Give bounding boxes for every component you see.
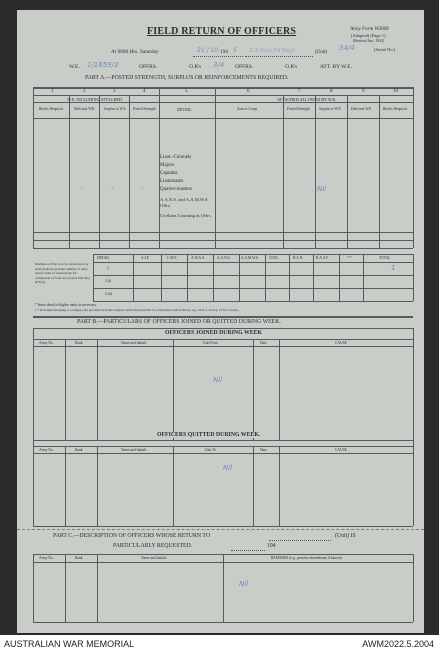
detail-header: DETAIL [177,107,192,112]
part-c-col-rank: Rank [75,556,83,560]
col-surplus-to-we: Surplus to W.E. [104,107,127,111]
joined-nil: Nil [213,376,223,384]
col-surplus-att: Surplus to W.E. [319,107,342,111]
joined-col-rank: Rank [75,341,83,345]
quitted-col-army-no: Army No. [39,448,54,452]
part-c-title-1: PART C.—DESCRIPTION OF OFFICERS WHOSE RETURN TO [53,533,211,539]
ors2-label: O.R's [285,64,298,70]
time-prefix: At 0600 Hrs. Saturday [111,49,159,55]
part-a-dash-3: - [141,184,144,192]
joined-col-army-no: Army No. [39,341,54,345]
col-number-4: 4 [143,89,146,94]
summary-raaf: R.A.A.F. [316,256,329,260]
summary-row-2i: 2.(i) [105,279,112,283]
part-c-col-name: Name and Initials [141,556,167,560]
col-number-8: 8 [330,89,333,94]
summary-total-handwritten: 1 [391,264,396,272]
year-handwritten: 5 [233,47,237,54]
summary-cmf: C.M.F. [167,256,177,260]
part-a-dash-2: - [111,184,114,192]
ors-label: O.R's [189,64,202,70]
part-a-dash-1: - [81,184,84,192]
col-deficient-att: Deficient W.E. [351,107,373,111]
quitted-title: OFFICERS QUITTED DURING WEEK. [157,432,261,438]
col-number-3: 3 [113,89,116,94]
footnote-1: * Insert detail of higher ranks as necessary. [35,303,97,307]
we-label: W.E. [69,64,80,70]
footer-bar [0,635,439,653]
col-number-9: 9 [362,89,365,94]
rank-civilians: Civilians Counting as Offrs. [160,213,212,218]
summary-row-1: 1. [107,266,110,270]
part-c-col-army-no: Army No. [39,556,54,560]
part-b-title: PART B.—PARTICULARS OF OFFICERS JOINED OR QUITTED DURING WEEK. [77,319,281,325]
col-posted-strength-att: Posted Strength [287,107,310,111]
summary-aamws: A.A.M.W.S. [241,256,259,260]
summary-note: Numbers of Part A to be shown here by Arm (indicated) under number of Arm; where totals of instructions for completion of form see reverse Part E(i) & E(ii). [35,262,90,285]
summary-detail: DETAIL [97,256,110,260]
quitted-col-date: Date [260,448,267,452]
rank-majors: Majors [160,163,175,168]
summary-ran: R.A.N. [293,256,304,260]
summary-civil: CIVIL [269,256,279,260]
col-number-6: 6 [247,89,250,94]
rank-quartermasters: Quarter-masters [160,187,193,192]
attached-allowed: ATTACHED ALLOWED BY W.E. [277,97,337,102]
serial-handwritten: 34/4 [339,44,355,52]
form-title: FIELD RETURN OF OFFICERS [147,26,297,37]
footnote-2: † * Personnel belonging to a category not provided for in the analysis will be shown in this Col. Particulars will be shown, e.g., 26 U.S. Forces; 14 N.Z. Forces. [35,308,239,312]
quitted-col-rank: Rank [75,448,83,452]
ors-handwritten: 3/4 [213,61,225,69]
we-handwritten: 1/1659/2 [87,61,119,69]
we-including-attached: W.E. INCLUDING ATTACHED. [67,97,124,102]
joined-col-cause: CAUSE [335,341,347,345]
form-adapted: (Adapted) (Page 1) [351,33,386,38]
summary-total: TOTAL [379,256,391,260]
attached-label: ATT. BY W.E. [320,64,352,70]
col-number-10: 10 [393,89,398,94]
part-a-nil: Nil [317,185,327,193]
col-reints-required: Rein'ts Required [39,107,63,111]
part-c-year: 194 [267,543,276,549]
summary-row-2ii: 2.(ii) [105,292,113,296]
form-revised: (Revised Jan., 1943) [353,39,385,43]
unit-handwritten: 2/3 Aust Fd Regt [249,48,295,54]
serial-label: (Serial No.) [374,47,396,52]
part-c-nil: Nil [239,580,249,588]
quitted-col-cause: CAUSE [335,448,347,452]
col-number-5: 5 [185,89,188,94]
form-sheet [17,10,424,633]
col-reints-att: Rein'ts Required [383,107,407,111]
col-posted-strength: Posted Strength [133,107,156,111]
quitted-col-name: Name and Initials [121,448,147,452]
rank-captains: Captains [160,171,178,176]
quitted-nil: Nil [223,464,233,472]
col-number-1: 1 [51,89,54,94]
date-handwritten: 21 / 10 [197,47,219,54]
footer-accession-number: AWM2022.5.2004 [362,639,434,649]
rank-lieut-colonels: Lieut.-Colonels [160,155,192,160]
part-c-title-2: PARTICULARLY REQUESTED. [113,543,193,549]
joined-col-date: Date [260,341,267,345]
quitted-col-unit-to: Unit To [205,448,216,452]
joined-col-unit-from: Unit From [203,341,219,345]
col-number-7: 7 [298,89,301,94]
col-deficient-we: Deficient W.E. [74,107,96,111]
form-reference: Army Form W3008 [350,27,389,32]
joined-col-name: Name and Initials [121,341,147,345]
offrs-label: OFFRS. [139,64,158,70]
col-number-2: 2 [83,89,86,94]
part-c-unit-is: (Unit) IS [335,533,356,539]
summary-awas: A.W.A.S. [191,256,205,260]
col-arm-or-corps: Arm or Corps [237,107,257,111]
summary-aif: A.I.F. [141,256,150,260]
summary-other: * * [347,256,352,260]
part-c-col-remarks: REMARKS (e.g., present whereabouts if known) [271,556,342,560]
unit-label: (Unit) [315,50,328,55]
joined-title: OFFICERS JOINED DURING WEEK [165,330,263,336]
rank-aans-aamws: A.A.N.S. and A.A.M.W.S. Offrs. [160,197,209,208]
offrs2-label: OFFRS. [235,64,254,70]
year-label: 194 [220,49,228,55]
rank-lieutenants: Lieutenants [160,179,184,184]
footer-institution: AUSTRALIAN WAR MEMORIAL [4,639,135,649]
summary-aans: A.A.N.S. [217,256,231,260]
part-a-title: PART A.—POSTED STRENGTH, SURPLUS OR REINFORCEMENTS REQUIRED. [85,75,289,81]
